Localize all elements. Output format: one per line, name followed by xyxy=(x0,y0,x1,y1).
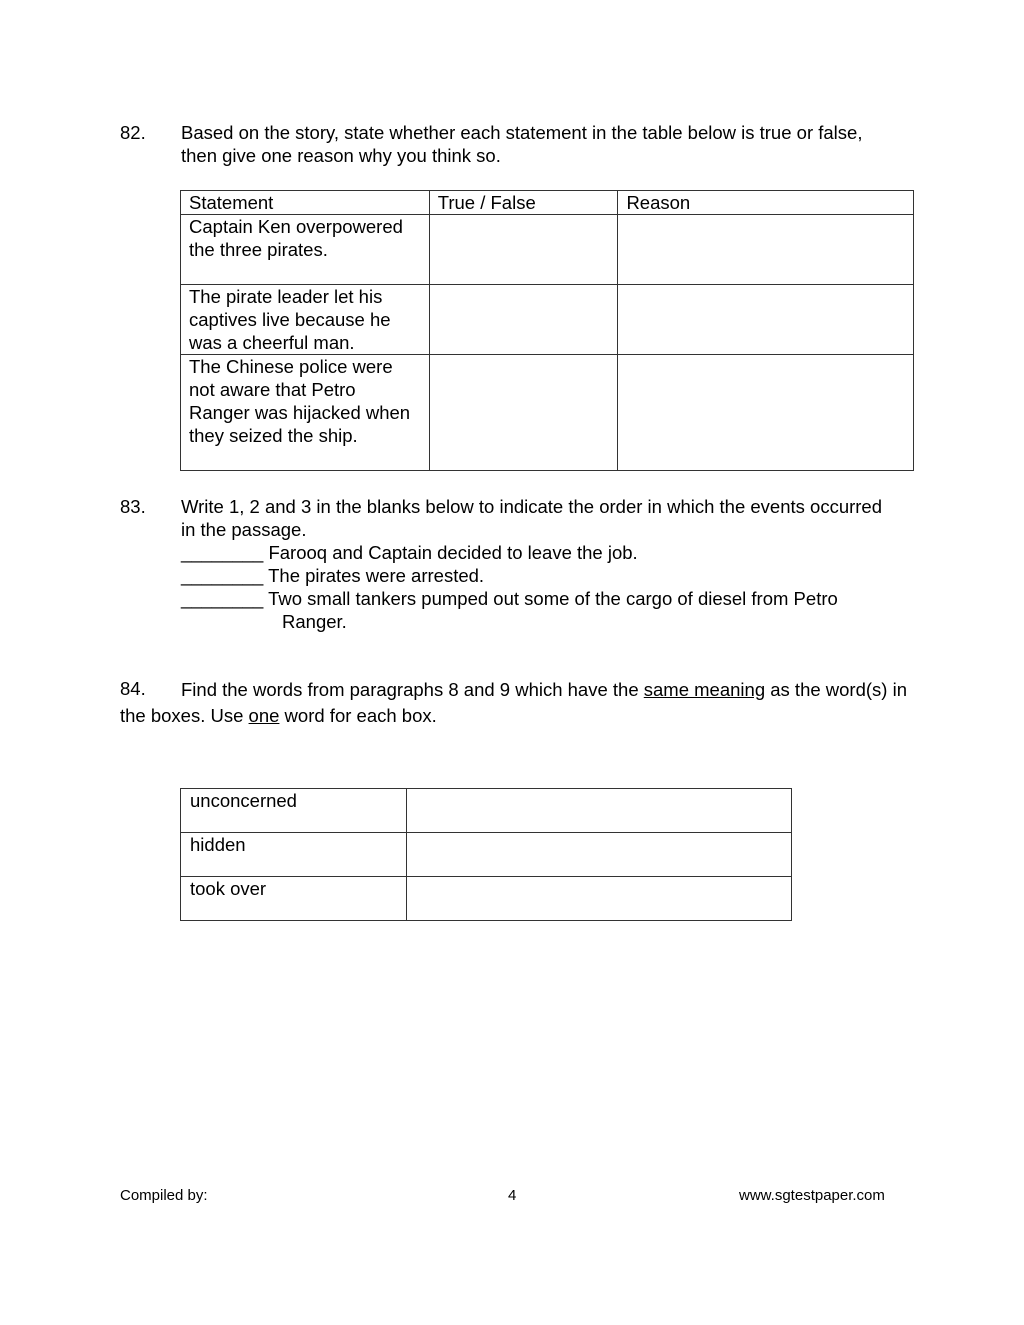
answer-box[interactable] xyxy=(407,789,792,833)
question-82-number: 82. xyxy=(120,122,146,143)
answer-box[interactable] xyxy=(407,833,792,877)
question-84-text xyxy=(120,677,910,729)
table-header-row xyxy=(181,191,914,215)
reason-cell[interactable] xyxy=(618,285,914,355)
header-statement: Statement xyxy=(181,191,430,215)
order-item-continuation: Ranger. xyxy=(282,611,347,632)
word-cell: unconcerned xyxy=(181,789,407,833)
question-83-text: Write 1, 2 and 3 in the blanks below to indicate the order in which the events occurred in the passage. xyxy=(181,496,883,540)
question-83-number: 83. xyxy=(120,496,146,517)
order-item[interactable]: ________ The pirates were arrested. xyxy=(181,565,485,586)
answer-cell[interactable] xyxy=(429,355,618,471)
header-reason: Reason xyxy=(618,191,914,215)
word-cell: took over xyxy=(181,877,407,921)
q84-text-part3: word for each box. xyxy=(279,705,437,726)
table-row xyxy=(181,285,914,355)
statement-cell: Captain Ken overpowered the three pirates. xyxy=(181,215,430,285)
statement-cell: The pirate leader let his captives live because he was a cheerful man. xyxy=(181,285,430,355)
answer-box[interactable] xyxy=(407,877,792,921)
q84-text-part1: Find the words from paragraphs 8 and 9 which have the xyxy=(181,679,644,700)
answer-cell[interactable] xyxy=(429,285,618,355)
word-cell: hidden xyxy=(181,833,407,877)
order-item[interactable]: ________ Farooq and Captain decided to leave the job. xyxy=(181,542,638,563)
q84-underline-same-meaning: same meaning xyxy=(643,679,766,700)
footer-website: www.sgtestpaper.com xyxy=(739,1187,885,1204)
statement-cell: The Chinese police were not aware that Petro Ranger was hijacked when they seized the ship. xyxy=(181,355,430,471)
reason-cell[interactable] xyxy=(618,215,914,285)
q84-underline-one: one xyxy=(248,705,280,726)
table-row xyxy=(181,877,792,921)
header-true-false: True / False xyxy=(429,191,618,215)
order-item[interactable]: ________ Two small tankers pumped out some of the cargo of diesel from Petro xyxy=(181,588,838,609)
table-row xyxy=(181,215,914,285)
footer-page-number: 4 xyxy=(508,1187,517,1204)
reason-cell[interactable] xyxy=(618,355,914,471)
footer-compiled-by: Compiled by: xyxy=(120,1187,208,1204)
answer-cell[interactable] xyxy=(429,215,618,285)
table-row xyxy=(181,789,792,833)
question-82-text: Based on the story, state whether each statement in the table below is true or false, then give one reason why you think so. xyxy=(181,122,863,166)
true-false-table xyxy=(180,190,914,471)
question-84-number: 84. xyxy=(120,678,146,699)
table-row xyxy=(181,355,914,471)
table-row xyxy=(181,833,792,877)
q84-text-part2: as the word(s) in the boxes. Use xyxy=(120,679,907,726)
word-meaning-table xyxy=(180,788,792,921)
